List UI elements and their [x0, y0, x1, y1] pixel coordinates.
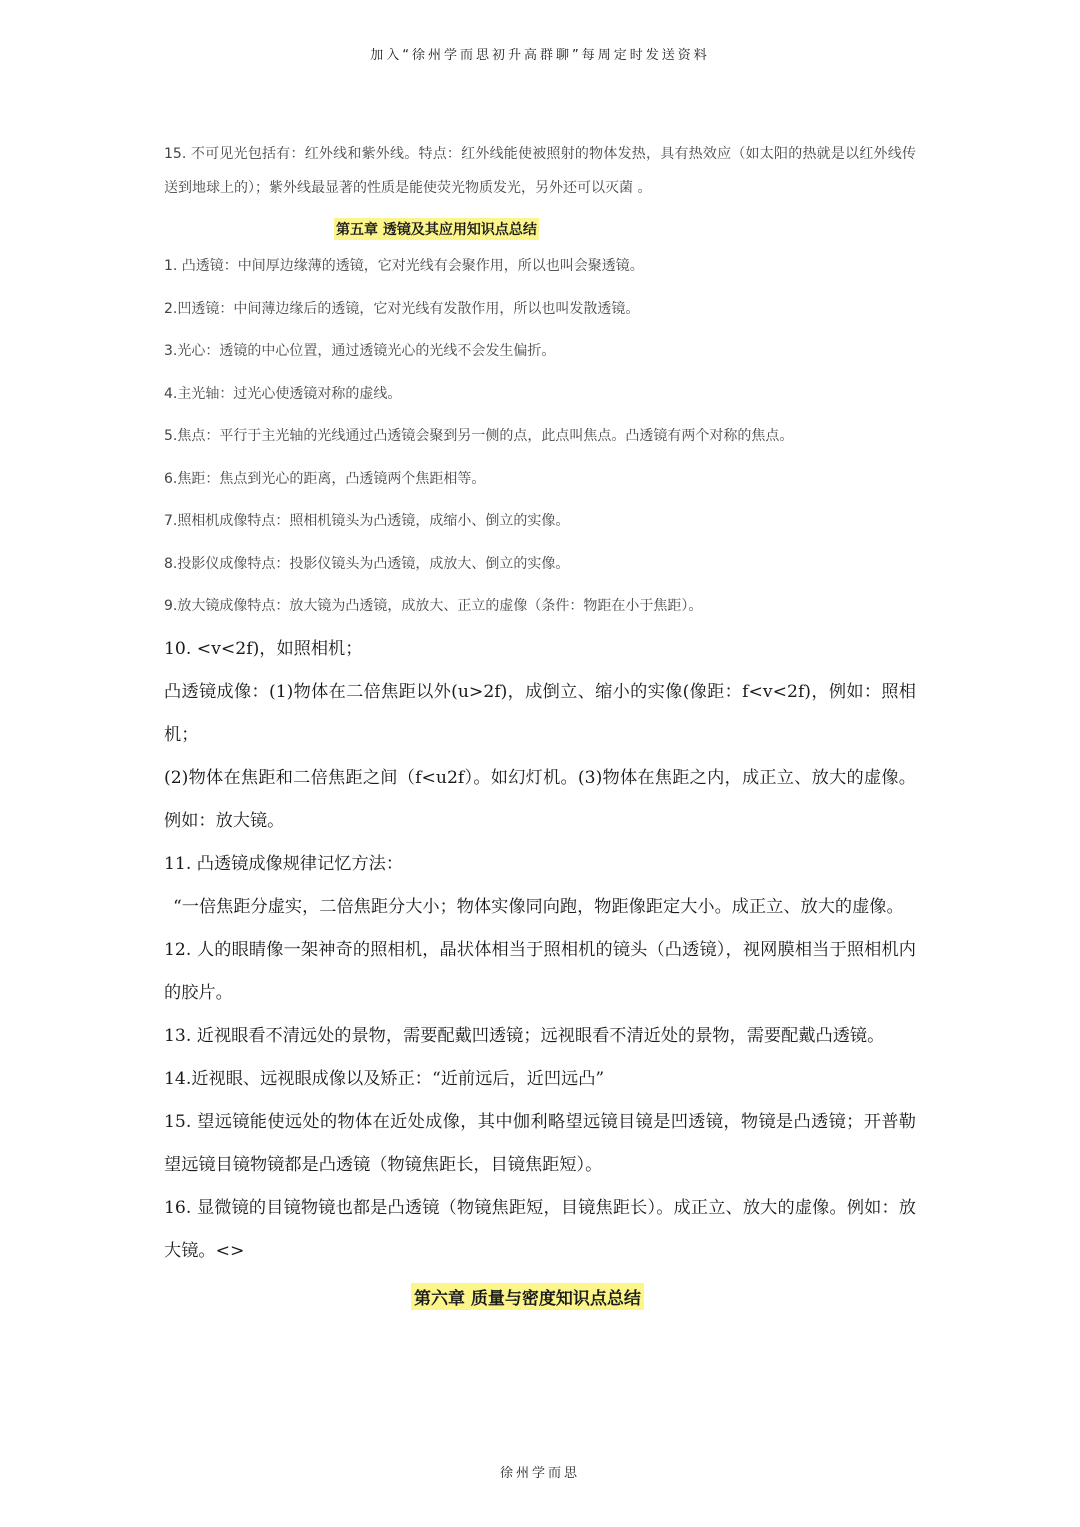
paragraph-item-11-line-1: 11. 凸透镜成像规律记忆方法： [164, 853, 404, 874]
list-item: 2.凹透镜：中间薄边缘后的透镜，它对光线有发散作用，所以也叫发散透镜。 [164, 300, 640, 317]
paragraph-item-10-line-2: 凸透镜成像：(1)物体在二倍焦距以外(u>2f)，成倒立、缩小的实像(像距：f<v<2f)，例如：照相机； [164, 681, 916, 745]
paragraph-item-10-line-3: (2)物体在焦距和二倍焦距之间（f<u2f）。如幻灯机。(3)物体在焦距之内，成正立、放大的虚像。例如：放大镜。 [164, 767, 916, 831]
page-header: 加入“徐州学而思初升高群聊”每周定时发送资料 [370, 48, 710, 63]
list-item: 4.主光轴：过光心使透镜对称的虚线。 [164, 385, 402, 402]
paragraph-item-15-light: 15. 不可见光包括有：红外线和紫外线。特点：红外线能使被照射的物体发热，具有热效应（如太阳的热就是以红外线传送到地球上的）；紫外线最显著的性质是能使荧光物质发光，另外还可以灭菌 。 [164, 146, 916, 196]
paragraph-item-11-line-2: “一倍焦距分虚实，二倍焦距分大小；物体实像同向跑，物距像距定大小。成正立、放大的虚像。 [173, 896, 904, 917]
chapter-5-title: 第五章 透镜及其应用知识点总结 [334, 218, 539, 240]
paragraph-item-13: 13. 近视眼看不清远处的景物，需要配戴凹透镜；远视眼看不清近处的景物，需要配戴凸透镜。 [164, 1025, 885, 1046]
list-item: 5.焦点：平行于主光轴的光线通过凸透镜会聚到另一侧的点，此点叫焦点。凸透镜有两个对称的焦点。 [164, 428, 794, 444]
list-item: 1. 凸透镜：中间厚边缘薄的透镜，它对光线有会聚作用，所以也叫会聚透镜。 [164, 258, 644, 274]
list-item: 9.放大镜成像特点：放大镜为凸透镜，成放大、正立的虚像（条件：物距在小于焦距）。 [164, 598, 703, 614]
page-footer: 徐州学而思 [499, 1466, 580, 1481]
list-item: 7.照相机成像特点：照相机镜头为凸透镜，成缩小、倒立的实像。 [164, 513, 570, 529]
paragraph-item-15: 15. 望远镜能使远处的物体在近处成像，其中伽利略望远镜目镜是凹透镜，物镜是凸透镜；开普勒望远镜目镜物镜都是凸透镜（物镜焦距长，目镜焦距短）。 [164, 1111, 916, 1175]
document-body [164, 137, 916, 1310]
list-item: 3.光心：透镜的中心位置，通过透镜光心的光线不会发生偏折。 [164, 343, 556, 359]
chapter-5-list [164, 245, 916, 628]
chapter-6-heading-row [164, 1283, 916, 1310]
list-item: 8.投影仪成像特点：投影仪镜头为凸透镜，成放大、倒立的实像。 [164, 555, 570, 572]
chapter-5-heading-row [164, 205, 916, 245]
paragraph-item-10-line-1: 10. <v<2f)，如照相机； [164, 638, 363, 659]
list-item: 6.焦距：焦点到光心的距离，凸透镜两个焦距相等。 [164, 470, 486, 487]
paragraph-item-14: 14.近视眼、远视眼成像以及矫正：“近前远后，近凹远凸” [164, 1068, 605, 1089]
paragraph-item-12: 12. 人的眼睛像一架神奇的照相机，晶状体相当于照相机的镜头（凸透镜），视网膜相当于照相机内的胶片。 [164, 939, 916, 1003]
paragraph-item-16: 16. 显微镜的目镜物镜也都是凸透镜（物镜焦距短，目镜焦距长）。成正立、放大的虚像。例如：放大镜。<> [164, 1197, 916, 1261]
chapter-6-title: 第六章 质量与密度知识点总结 [411, 1283, 644, 1310]
